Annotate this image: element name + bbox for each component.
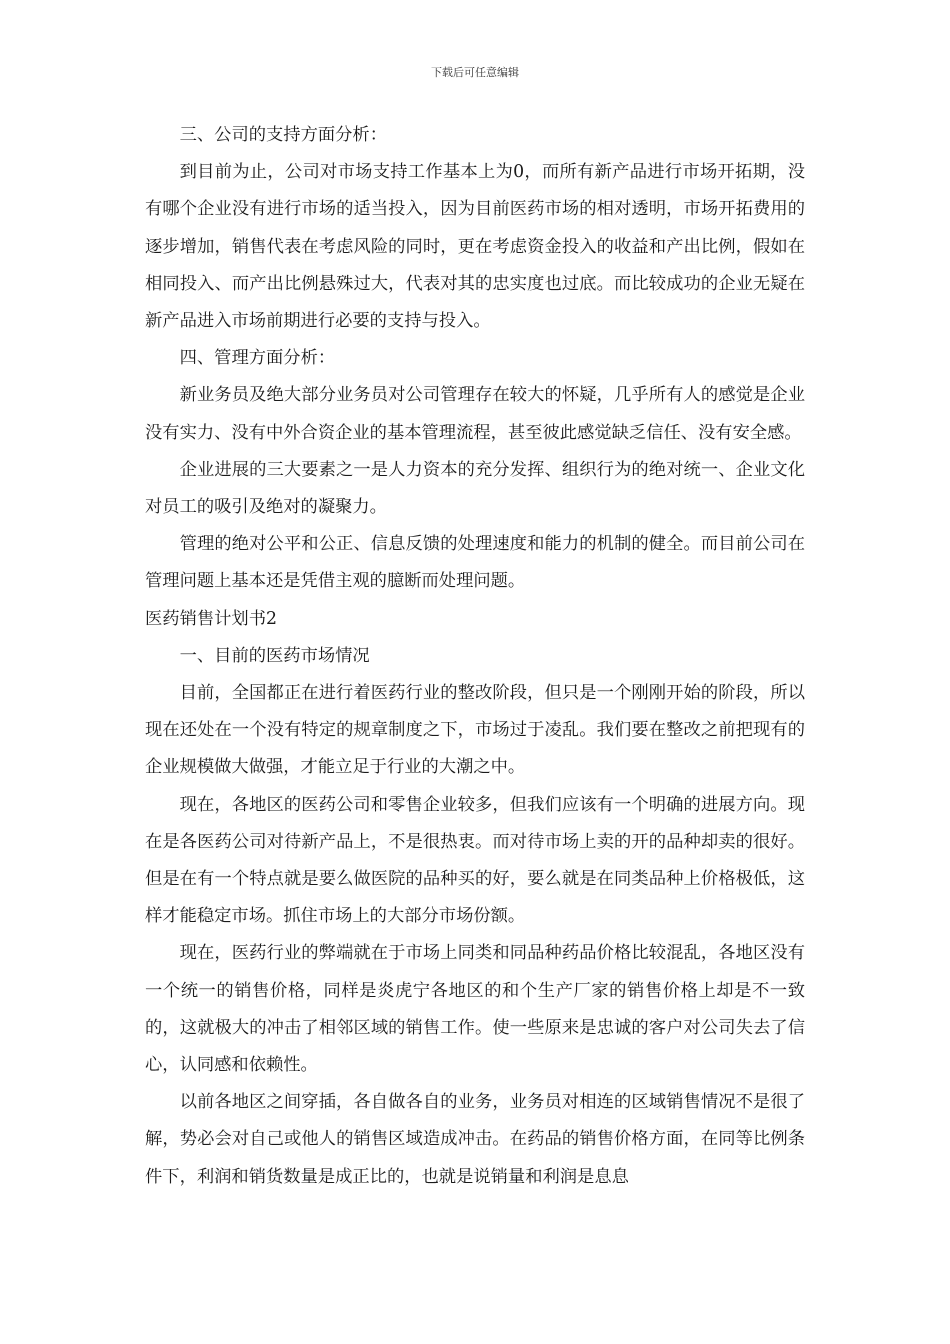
paragraph: 目前，全国都正在进行着医药行业的整改阶段，但只是一个刚刚开始的阶段，所以现在还处在一个没有特定的规章制度之下，市场过于凌乱。我们要在整改之前把现有的企业规模做大做强，才能立足于行业的大潮之中。 bbox=[145, 683, 805, 778]
document-title-2: 医药销售计划书2 bbox=[145, 608, 277, 629]
section-heading-management: 四、管理方面分析： bbox=[179, 348, 336, 369]
paragraph: 以前各地区之间穿插，各自做各自的业务，业务员对相连的区域销售情况不是很了解，势必会对自己或他人的销售区域造成冲击。在药品的销售价格方面，在同等比例条件下，利润和销货数量是成正比的，也就是说销量和利润是息息 bbox=[145, 1092, 805, 1187]
paragraph: 企业进展的三大要素之一是人力资本的充分发挥、组织行为的绝对统一、企业文化对员工的吸引及绝对的凝聚力。 bbox=[145, 459, 805, 518]
paragraph: 现在，各地区的医药公司和零售企业较多，但我们应该有一个明确的进展方向。现在是各医药公司对待新产品上，不是很热衷。而对待市场上卖的开的品种却卖的很好。但是在有一个特点就是要么做医院的品种买的好，要么就是在同类品种上价格极低，这样才能稳定市场。抓住市场上的大部分市场份额。 bbox=[145, 794, 805, 927]
paragraph: 管理的绝对公平和公正、信息反馈的处理速度和能力的机制的健全。而目前公司在管理问题上基本还是凭借主观的臆断而处理问题。 bbox=[145, 534, 805, 592]
section-heading-support: 三、公司的支持方面分析： bbox=[179, 125, 387, 145]
page-header: 下载后可任意编辑 bbox=[431, 66, 519, 79]
paragraph: 新业务员及绝大部分业务员对公司管理存在较大的怀疑，几乎所有人的感觉是企业没有实力、没有中外合资企业的基本管理流程，甚至彼此感觉缺乏信任、没有安全感。 bbox=[145, 385, 805, 443]
section-heading-market: 一、目前的医药市场情况 bbox=[179, 645, 370, 666]
paragraph: 到目前为止，公司对市场支持工作基本上为0，而所有新产品进行市场开拓期，没有哪个企业没有进行市场的适当投入，因为目前医药市场的相对透明，市场开拓费用的逐步增加，销售代表在考虑风险的同时，更在考虑资金投入的收益和产出比例，假如在相同投入、而产出比例悬殊过大，代表对其的忠实度也过底。而比较成功的企业无疑在新产品进入市场前期进行必要的支持与投入。 bbox=[145, 162, 805, 332]
document-body bbox=[145, 117, 805, 1196]
paragraph: 现在，医药行业的弊端就在于市场上同类和同品种药品价格比较混乱，各地区没有一个统一的销售价格，同样是炎虎宁各地区的和个生产厂家的销售价格上却是不一致的，这就极大的冲击了相邻区域的销售工作。使一些原来是忠诚的客户对公司失去了信心，认同感和依赖性。 bbox=[145, 943, 805, 1076]
